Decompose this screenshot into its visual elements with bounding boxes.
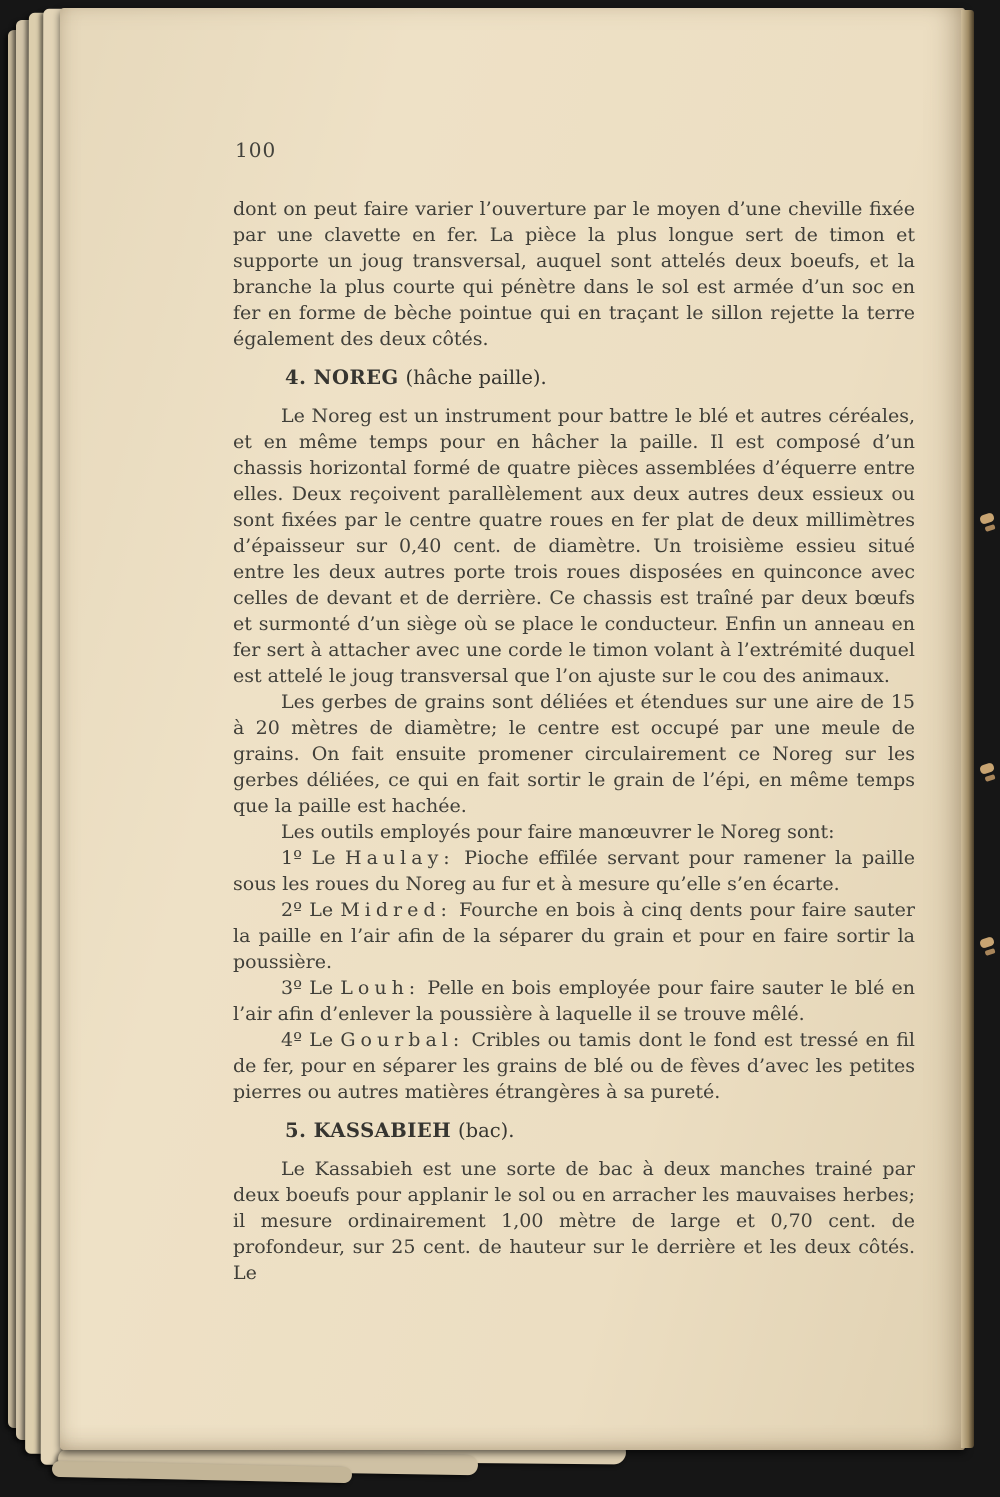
section-heading-noreg: [285, 365, 915, 391]
paragraph-continuation: dont on peut faire varier l’ouverture par le moyen d’une cheville fixée par une clavette en fer. La pièce la plus longue sert de timon et supporte un joug transversal, auquel sont attelés deux boeufs, et la branche la plus courte qui pénètre dans le sol est armée d’un soc en fer en forme de bèche pointue qui en traçant le sillon rejette la terre également des deux côtés.: [233, 198, 915, 350]
tool-prefix: Le: [309, 899, 334, 921]
paragraph-tools-intro: Les outils employés pour faire manœuvrer le Noreg sont:: [281, 821, 835, 843]
paragraph-noreg-description: Le Noreg est un instrument pour battre le blé et autres céréales, et en même temps pour en hâcher la paille. Il est composé d’un chassis horizontal formé de quatre pièces assemblées d’équerre entre elles. Deux reçoivent parallèlement aux deux autres deux essieux ou sont fixées par le centre quatre roues en fer plat de deux millimètres d’épaisseur sur 0,40 cent. de diamètre. Un troisième essieu situé entre les deux autres porte trois roues disposées en quinconce avec celles de devant et de derrière. Ce chassis est traîné par deux bœufs et surmonté d’un siège où se place le conducteur. Enfin un anneau en fer sert à attacher avec une corde le timon volant à l’extrémité duquel est attelé le joug transversal que l’on ajuste sur le cou des animaux.: [233, 405, 915, 687]
list-item-tool-haulay: [233, 845, 915, 897]
tool-name: Haulay:: [345, 847, 455, 869]
tool-prefix: Le: [309, 1029, 334, 1051]
section-number-title: 5. KASSABIEH: [285, 1119, 452, 1142]
tool-prefix: Le: [309, 977, 334, 999]
page-number: 100: [235, 138, 277, 162]
tool-description: Pelle en bois employée pour faire sauter le blé en l’air afin d’enlever la poussière à laquelle il se trouve mêlé.: [233, 977, 915, 1025]
tool-name: Louh:: [340, 977, 421, 999]
tool-description: Fourche en bois à cinq dents pour faire sauter la paille en l’air afin de la séparer du grain et pour en faire sortir la poussière.: [233, 899, 916, 973]
book-page: [60, 8, 965, 1450]
section-subtitle: (hâche paille).: [405, 366, 547, 389]
section-heading-kassabieh: [285, 1118, 915, 1144]
paragraph-kassabieh-description: Le Kassabieh est une sorte de bac à deux manches trainé par deux boeufs pour applanir le sol ou en arracher les mauvaises herbes; il mesure ordinairement 1,00 mètre de large et 0,70 cent. de profondeur, sur 25 cent. de hauteur sur le derrière et les deux côtés. Le: [233, 1158, 915, 1284]
page-curl-edge: [961, 10, 974, 1448]
tool-prefix: Le: [311, 847, 336, 869]
tool-number: 1º: [281, 847, 303, 869]
list-item-tool-gourbal: [233, 1027, 915, 1105]
list-item-tool-midred: [233, 897, 915, 975]
tool-name: Gourbal:: [340, 1029, 465, 1051]
binding-stitch: [979, 936, 995, 949]
tool-number: 2º: [281, 899, 303, 921]
binding-stitch: [979, 762, 995, 775]
list-item-tool-louh: [233, 975, 915, 1027]
tool-description: Cribles ou tamis dont le fond est tressé en fil de fer, pour en séparer les grains de blé ou de fèves d’avec les petites pierres ou autres matières étrangères à sa pureté.: [233, 1029, 915, 1103]
text-block: [233, 196, 915, 1286]
paragraph-noreg-usage: Les gerbes de grains sont déliées et étendues sur une aire de 15 à 20 mètres de diamètre; le centre est occupé par une meule de grains. On fait ensuite promener circulairement ce Noreg sur les gerbes déliées, ce qui en fait sortir le grain de l’épi, en même temps que la paille est hachée.: [233, 691, 915, 817]
tool-number: 3º: [281, 977, 303, 999]
tool-description: Pioche effilée servant pour ramener la paille sous les roues du Noreg au fur et à mesure qu’elle s’en écarte.: [233, 847, 915, 895]
section-subtitle: (bac).: [458, 1119, 515, 1142]
binding-stitch: [979, 512, 995, 525]
tool-name: Midred:: [340, 899, 452, 921]
section-number-title: 4. NOREG: [285, 366, 399, 389]
tool-number: 4º: [281, 1029, 303, 1051]
